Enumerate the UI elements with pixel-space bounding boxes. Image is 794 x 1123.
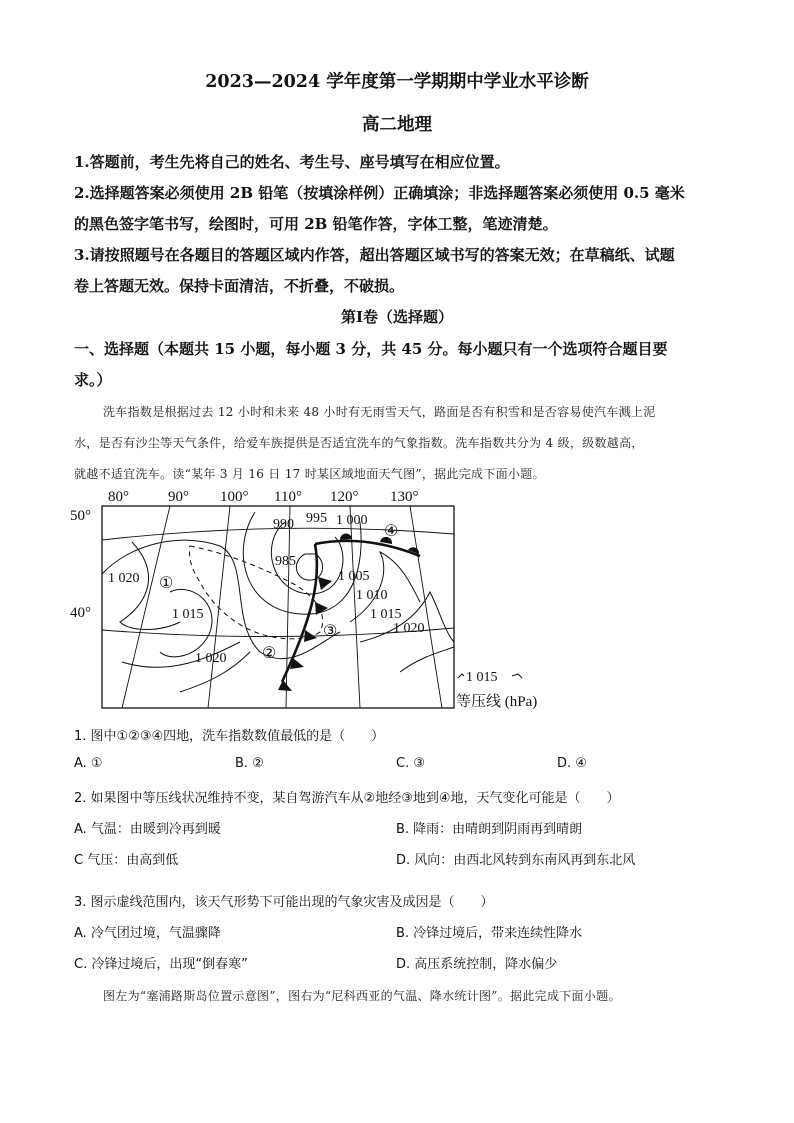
weather-map: [60, 482, 580, 722]
lon-label-100: 100°: [220, 489, 249, 505]
legend-left-tick: [458, 674, 464, 678]
isobar-label-985: 985: [275, 554, 296, 569]
isobar-label-1005: 1 005: [338, 569, 370, 584]
instruction-line-2: 2.选择题答案必须使用 2B 铅笔（按填涂样例）正确填涂；非选择题答案必须使用 0.5 毫米: [74, 184, 685, 202]
lon-line-110: [286, 506, 290, 708]
instruction-line-5: 卷上答题无效。保持卡面清洁，不折叠，不破损。: [74, 277, 405, 295]
isobar-lines: [102, 512, 454, 692]
lat-label-50: 50°: [70, 508, 91, 524]
instruction-line-1: 1.答题前，考生先将自己的姓名、考生号、座号填写在相应位置。: [74, 153, 510, 171]
q1-option-b[interactable]: B. ②: [235, 756, 264, 771]
isobar-label-1010: 1 010: [356, 588, 388, 603]
section-heading-line2: 求。）: [74, 371, 112, 389]
isobar-label-1000: 1 000: [336, 513, 368, 528]
isobar-label-1015-east: 1 015: [370, 607, 402, 622]
q3-stem: 3. 图示虚线范围内，该天气形势下可能出现的气象灾害及成因是（ ）: [74, 895, 494, 910]
point-2: ②: [262, 645, 277, 662]
isobar-label-1015-west: 1 015: [172, 607, 204, 622]
point-3: ③: [323, 623, 338, 640]
q2-option-a[interactable]: A. 气温：由暖到冷再到暖: [74, 822, 221, 837]
legend-right-tick: [512, 674, 522, 678]
q1-option-c[interactable]: C. ③: [396, 756, 425, 771]
isobar-label-1020-south: 1 020: [195, 651, 227, 666]
exam-title: 2023—2024 学年度第一学期期中学业水平诊断: [205, 72, 589, 92]
subject-title: 高二地理: [362, 115, 432, 135]
lon-label-90: 90°: [168, 489, 189, 505]
instruction-line-4: 3.请按照题号在各题目的答题区域内作答，超出答题区域书写的答案无效；在草稿纸、试题: [74, 246, 675, 264]
lon-label-130: 130°: [390, 489, 419, 505]
passage1-line2: 水，是否有沙尘等天气条件，给爱车族提供是否适宜洗车的气象指数。洗车指数共分为 4 级，级数越高，: [74, 436, 644, 450]
point-4: ④: [384, 523, 399, 540]
lon-label-80: 80°: [108, 489, 129, 505]
q1-stem: 1. 图中①②③④四地，洗车指数数值最低的是（ ）: [74, 729, 385, 744]
lon-label-120: 120°: [330, 489, 359, 505]
lon-line-100: [208, 506, 230, 708]
point-1: ①: [159, 575, 174, 592]
lat-label-40: 40°: [70, 605, 91, 621]
q2-option-c[interactable]: C 气压：由高到低: [74, 853, 179, 868]
q3-option-c[interactable]: C. 冷锋过境后，出现“倒春寒”: [74, 957, 248, 972]
isobar-label-995: 995: [306, 511, 327, 526]
q2-option-b[interactable]: B. 降雨：由晴朗到阴雨再到晴朗: [396, 822, 583, 837]
section-heading-line1: 一、选择题（本题共 15 小题，每小题 3 分，共 45 分。每小题只有一个选项符合题目要: [74, 340, 668, 358]
q3-option-d[interactable]: D. 高压系统控制，降水偏少: [396, 957, 558, 972]
legend-text: 等压线 (hPa): [456, 694, 538, 710]
passage1-line3: 就越不适宜洗车。读“某年 3 月 16 日 17 时某区域地面天气图”，据此完成下面小题。: [74, 467, 545, 481]
isobar-label-1020-east: 1 020: [393, 621, 425, 636]
lon-line-90: [122, 506, 170, 708]
q3-option-b[interactable]: B. 冷锋过境后，带来连续性降水: [396, 926, 583, 941]
warm-front-line: [315, 541, 420, 556]
volume-heading: 第Ⅰ卷（选择题）: [340, 308, 454, 326]
lon-label-110: 110°: [274, 489, 302, 505]
instruction-line-3: 的黑色签字笔书写，绘图时，可用 2B 铅笔作答，字体工整，笔迹清楚。: [74, 215, 558, 233]
q3-option-a[interactable]: A. 冷气团过境，气温骤降: [74, 926, 221, 941]
legend-value: 1 015: [466, 670, 498, 685]
q2-option-d[interactable]: D. 风向：由西北风转到东南风再到东北风: [396, 853, 636, 868]
q1-option-a[interactable]: A. ①: [74, 756, 103, 771]
lon-line-120: [350, 506, 360, 708]
passage1-line1: 洗车指数是根据过去 12 小时和未来 48 小时有无雨雪天气，路面是否有积雪和是否容易使汽车溅上泥: [103, 405, 656, 419]
isobar-label-1020-west: 1 020: [108, 571, 140, 586]
q1-option-d[interactable]: D. ④: [557, 756, 587, 771]
q2-stem: 2. 如果图中等压线状况维持不变，某自驾游汽车从②地经③地到④地，天气变化可能是（ ）: [74, 791, 620, 806]
isobar-label-990: 990: [273, 517, 294, 532]
passage2-line: 图左为“塞浦路斯岛位置示意图”，图右为“尼科西亚的气温、降水统计图”。据此完成下面小题。: [103, 989, 621, 1003]
